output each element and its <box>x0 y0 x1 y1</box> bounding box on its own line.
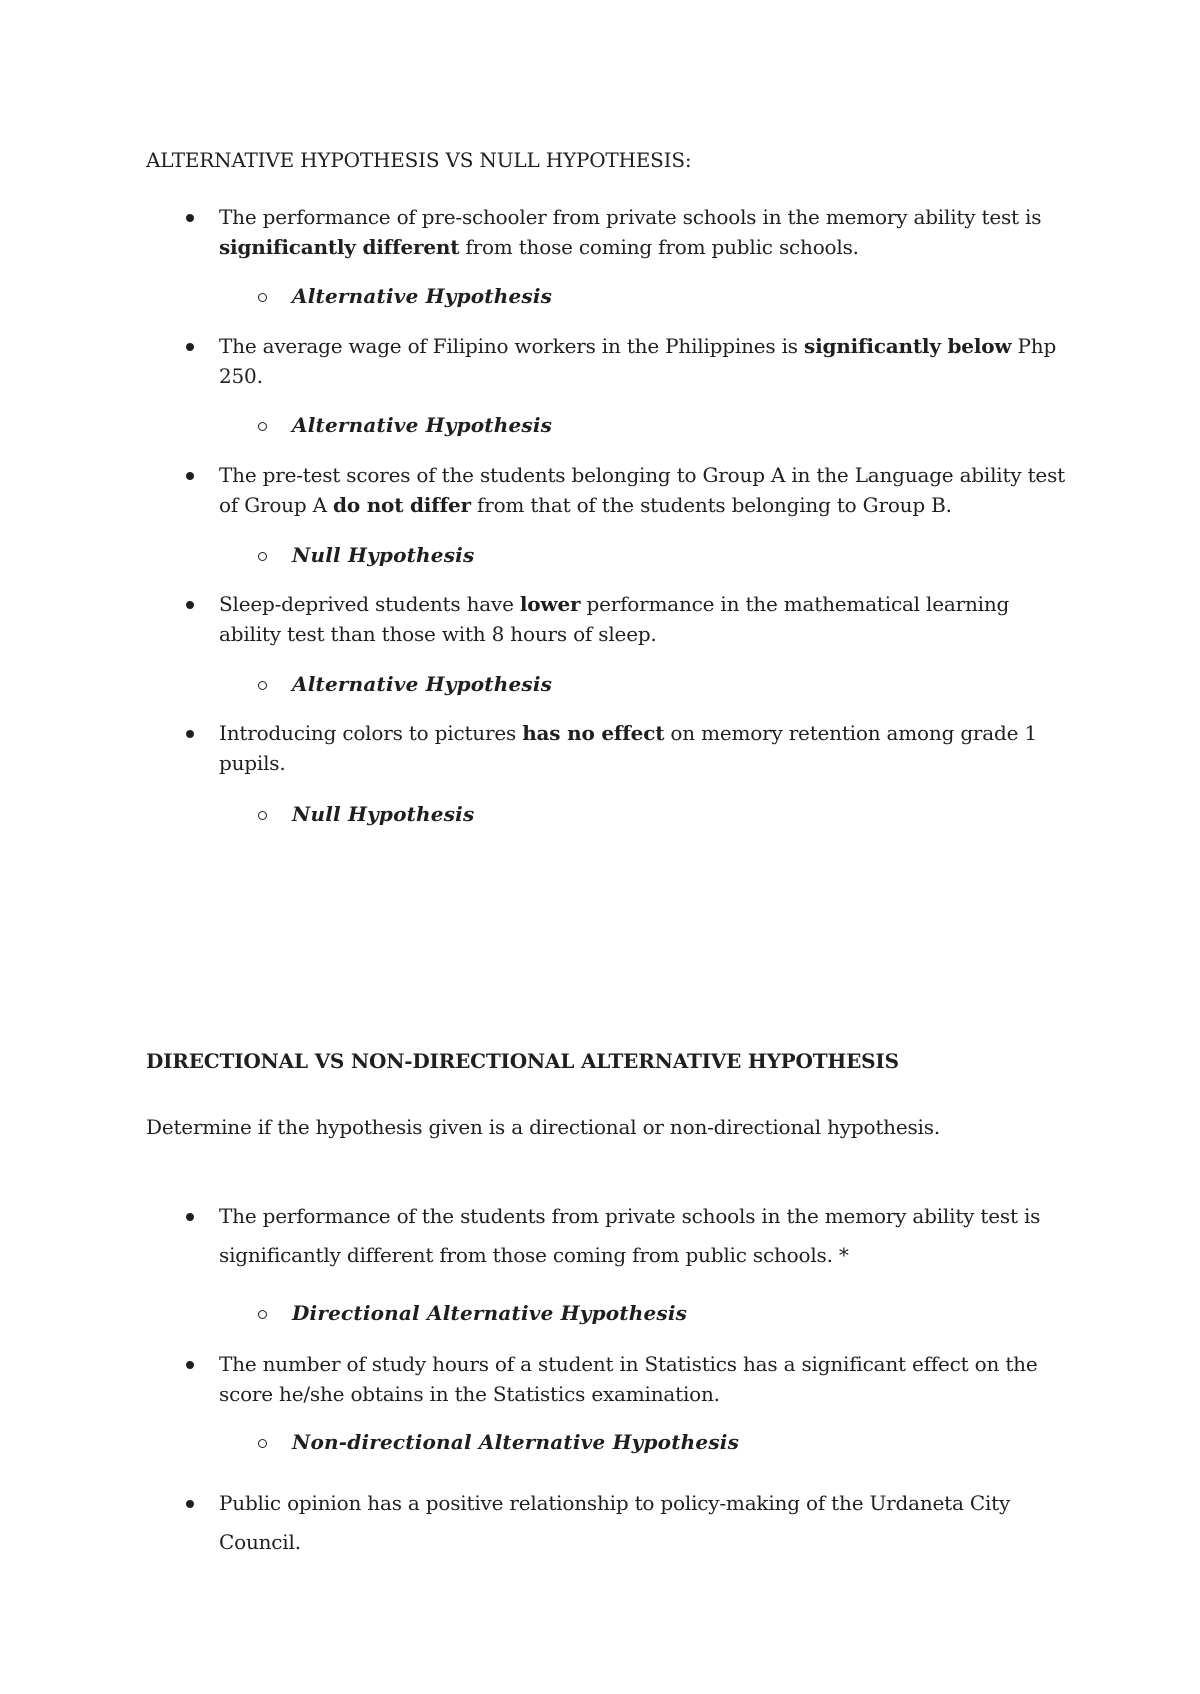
section1-heading: ALTERNATIVE HYPOTHESIS VS NULL HYPOTHESIS: <box>146 148 692 172</box>
hollow-bullet-icon <box>258 681 267 690</box>
s2-item3-line1: Public opinion has a positive relationship to policy-making of the Urdaneta City <box>219 1491 1011 1515</box>
hollow-bullet-icon <box>258 1439 267 1448</box>
emphasis: lower <box>519 592 581 616</box>
item2-line1: The average wage of Filipino workers in the Philippines is significantly below Php <box>219 334 1057 358</box>
bullet-icon <box>186 1500 194 1508</box>
item3-line2: of Group A do not differ from that of the students belonging to Group B. <box>219 493 952 517</box>
emphasis: has no effect <box>522 721 665 745</box>
item5-line2: pupils. <box>219 751 286 775</box>
item5-answer: Null Hypothesis <box>292 802 475 826</box>
item2-answer: Alternative Hypothesis <box>292 413 553 437</box>
bullet-icon <box>186 472 194 480</box>
s2-item1-answer: Directional Alternative Hypothesis <box>292 1301 688 1325</box>
section2-heading: DIRECTIONAL VS NON-DIRECTIONAL ALTERNATIVE HYPOTHESIS <box>146 1049 899 1073</box>
hollow-bullet-icon <box>258 1310 267 1319</box>
s2-item2-answer: Non-directional Alternative Hypothesis <box>292 1430 740 1454</box>
item3-answer: Null Hypothesis <box>292 543 475 567</box>
hollow-bullet-icon <box>258 422 267 431</box>
s2-item1-line1: The performance of the students from private schools in the memory ability test is <box>219 1204 1041 1228</box>
item4-line2: ability test than those with 8 hours of sleep. <box>219 622 657 646</box>
bullet-icon <box>186 601 194 609</box>
bullet-icon <box>186 1213 194 1221</box>
bullet-icon <box>186 730 194 738</box>
emphasis: do not differ <box>333 493 471 517</box>
item4-line1: Sleep-deprived students have lower performance in the mathematical learning <box>219 592 1010 616</box>
hollow-bullet-icon <box>258 293 267 302</box>
s2-item1-line2: significantly different from those coming from public schools. * <box>219 1243 849 1267</box>
bullet-icon <box>186 1361 194 1369</box>
item3-line1: The pre-test scores of the students belonging to Group A in the Language ability test <box>219 463 1065 487</box>
bullet-icon <box>186 343 194 351</box>
item4-answer: Alternative Hypothesis <box>292 672 553 696</box>
emphasis: significantly below <box>804 334 1012 358</box>
item1-answer: Alternative Hypothesis <box>292 284 553 308</box>
item1-line2: significantly different from those coming from public schools. <box>219 235 859 259</box>
emphasis: significantly different <box>219 235 460 259</box>
hollow-bullet-icon <box>258 811 267 820</box>
item1-line1: The performance of pre-schooler from private schools in the memory ability test is <box>219 205 1042 229</box>
s2-item2-line2: score he/she obtains in the Statistics examination. <box>219 1382 720 1406</box>
s2-item2-line1: The number of study hours of a student in Statistics has a significant effect on the <box>219 1352 1038 1376</box>
item2-line2: 250. <box>219 364 263 388</box>
bullet-icon <box>186 214 194 222</box>
section2-instruction: Determine if the hypothesis given is a directional or non-directional hypothesis. <box>146 1115 940 1139</box>
s2-item3-line2: Council. <box>219 1530 301 1554</box>
item5-line1: Introducing colors to pictures has no effect on memory retention among grade 1 <box>219 721 1037 745</box>
hollow-bullet-icon <box>258 552 267 561</box>
